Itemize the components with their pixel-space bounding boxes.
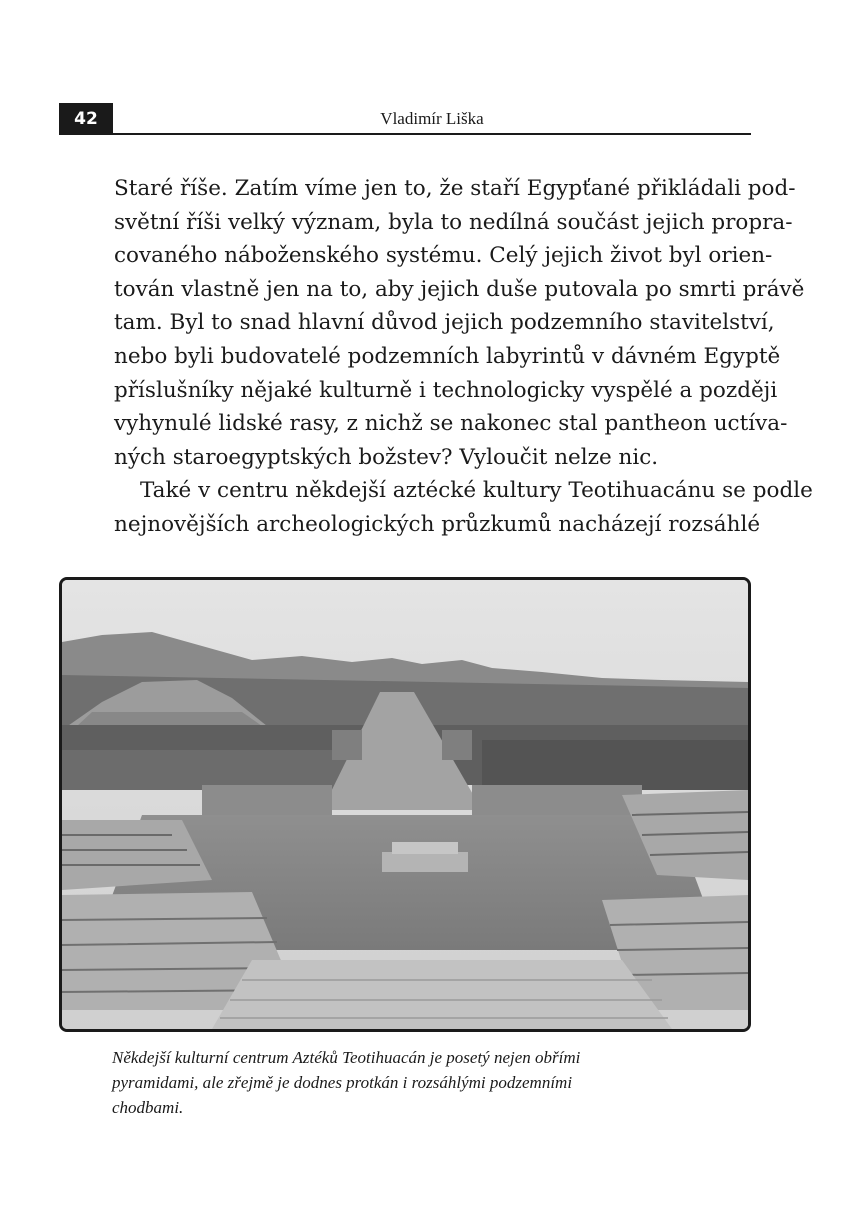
body-text [114, 172, 813, 542]
caption-line: chodbami. [112, 1098, 184, 1117]
text-line: vyhynulé lidské rasy, z nichž se nakonec stal pantheon uctíva- [114, 411, 788, 437]
page-header [59, 103, 751, 135]
photo-illustration [62, 580, 748, 1029]
teotihuacan-photo [59, 577, 751, 1032]
text-line: nejnovějších archeologických průzkumů nacházejí rozsáhlé [114, 511, 761, 537]
text-line: tován vlastně jen na to, aby jejich duše putovala po smrti právě [114, 276, 805, 302]
figure-caption [112, 1045, 712, 1120]
text-line: Staré říše. Zatím víme jen to, že staří Egypťané přikládali pod- [114, 176, 796, 201]
page-number: 42 [59, 103, 113, 135]
text-line: ných staroegyptských božstev? Vyloučit nelze nic. [114, 444, 659, 470]
header-rule [113, 133, 751, 135]
text-line: covaného náboženského systému. Celý jejich život byl orien- [114, 243, 773, 269]
text-line-paragraph-start: Také v centru někdejší aztécké kultury Teotihuacánu se podle [140, 478, 813, 504]
text-line: tam. Byl to snad hlavní důvod jejich podzemního stavitelství, [114, 310, 775, 336]
text-line: nebo byli budovatelé podzemních labyrintů v dávném Egyptě [114, 343, 781, 369]
running-title-author: Vladimír Liška [380, 109, 484, 128]
caption-line: Někdejší kulturní centrum Aztéků Teotihuacán je posetý nejen obřími [112, 1048, 581, 1067]
text-line: příslušníky nějaké kulturně i technologicky vyspělé a později [114, 377, 778, 403]
text-line: světní říši velký význam, byla to nedílná součást jejich propra- [114, 209, 793, 235]
caption-line: pyramidami, ale zřejmě je dodnes protkán i rozsáhlými podzemními [112, 1073, 573, 1092]
